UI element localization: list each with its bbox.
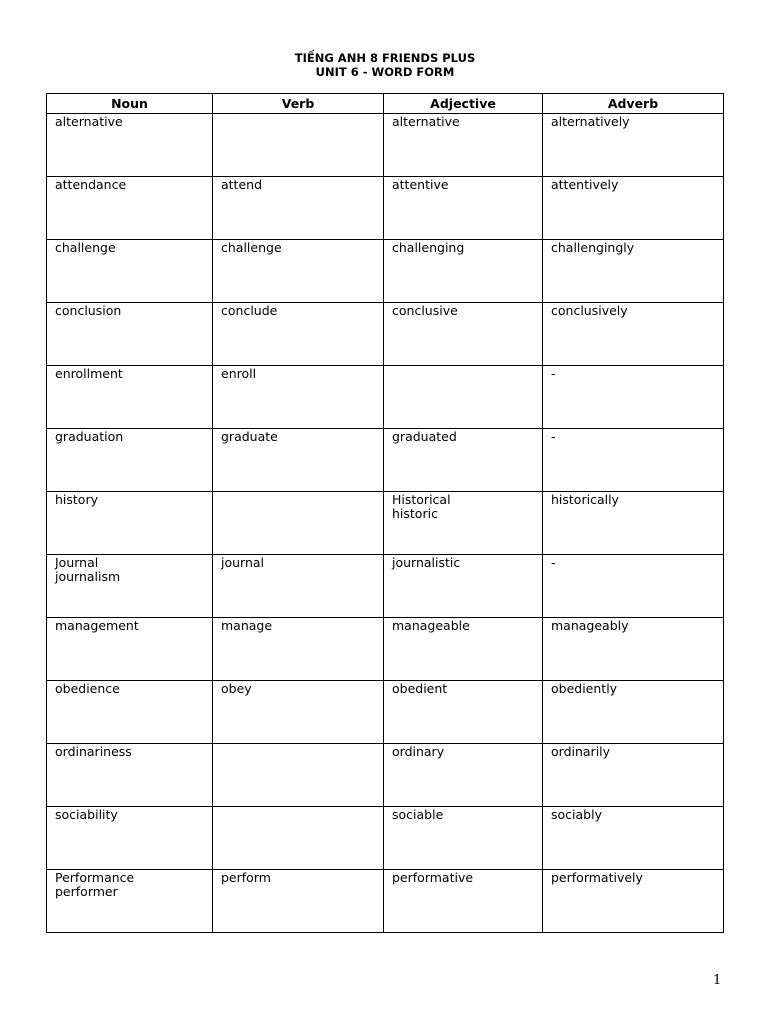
adverb-cell: attentively	[543, 177, 724, 240]
adjective-cell: conclusive	[384, 303, 543, 366]
noun-cell: Performance performer	[47, 870, 213, 933]
noun-cell: challenge	[47, 240, 213, 303]
noun-cell: sociability	[47, 807, 213, 870]
table-row	[47, 681, 724, 744]
adverb-cell: challengingly	[543, 240, 724, 303]
verb-cell: enroll	[213, 366, 384, 429]
verb-cell: obey	[213, 681, 384, 744]
header-verb: Verb	[213, 94, 384, 114]
noun-cell: ordinariness	[47, 744, 213, 807]
table-row	[47, 555, 724, 618]
adjective-cell: graduated	[384, 429, 543, 492]
adverb-cell: alternatively	[543, 114, 724, 177]
table-row	[47, 807, 724, 870]
adverb-cell: manageably	[543, 618, 724, 681]
adjective-cell: Historical historic	[384, 492, 543, 555]
adverb-cell: performatively	[543, 870, 724, 933]
noun-cell: attendance	[47, 177, 213, 240]
verb-cell: perform	[213, 870, 384, 933]
verb-cell: manage	[213, 618, 384, 681]
adverb-cell: -	[543, 555, 724, 618]
table-row	[47, 744, 724, 807]
adverb-cell: -	[543, 429, 724, 492]
word-form-table	[46, 93, 724, 933]
adjective-cell: obedient	[384, 681, 543, 744]
table-row	[47, 114, 724, 177]
adjective-cell: manageable	[384, 618, 543, 681]
verb-cell: journal	[213, 555, 384, 618]
page-number: 1	[713, 973, 722, 988]
adjective-cell: challenging	[384, 240, 543, 303]
adjective-cell: sociable	[384, 807, 543, 870]
noun-cell: obedience	[47, 681, 213, 744]
noun-cell: history	[47, 492, 213, 555]
noun-cell: enrollment	[47, 366, 213, 429]
table-row	[47, 618, 724, 681]
verb-cell	[213, 807, 384, 870]
adverb-cell: historically	[543, 492, 724, 555]
noun-cell: Journal journalism	[47, 555, 213, 618]
table-row	[47, 303, 724, 366]
table-row	[47, 366, 724, 429]
header-adverb: Adverb	[543, 94, 724, 114]
table-row	[47, 492, 724, 555]
adverb-cell: ordinarily	[543, 744, 724, 807]
adjective-cell: attentive	[384, 177, 543, 240]
verb-cell: conclude	[213, 303, 384, 366]
verb-cell: graduate	[213, 429, 384, 492]
noun-cell: graduation	[47, 429, 213, 492]
adjective-cell: performative	[384, 870, 543, 933]
verb-cell	[213, 492, 384, 555]
verb-cell: challenge	[213, 240, 384, 303]
adverb-cell: -	[543, 366, 724, 429]
adverb-cell: sociably	[543, 807, 724, 870]
adjective-cell: ordinary	[384, 744, 543, 807]
adverb-cell: obediently	[543, 681, 724, 744]
verb-cell	[213, 744, 384, 807]
table-row	[47, 870, 724, 933]
header-adjective: Adjective	[384, 94, 543, 114]
adjective-cell	[384, 366, 543, 429]
noun-cell: management	[47, 618, 213, 681]
table-header-row	[47, 94, 724, 114]
adverb-cell: conclusively	[543, 303, 724, 366]
table-row	[47, 177, 724, 240]
noun-cell: conclusion	[47, 303, 213, 366]
adjective-cell: journalistic	[384, 555, 543, 618]
table-row	[47, 240, 724, 303]
verb-cell	[213, 114, 384, 177]
verb-cell: attend	[213, 177, 384, 240]
adjective-cell: alternative	[384, 114, 543, 177]
table-row	[47, 429, 724, 492]
document-subtitle: UNIT 6 - WORD FORM	[315, 65, 455, 79]
noun-cell: alternative	[47, 114, 213, 177]
header-noun: Noun	[47, 94, 213, 114]
document-title: TIẾNG ANH 8 FRIENDS PLUS	[294, 51, 476, 65]
